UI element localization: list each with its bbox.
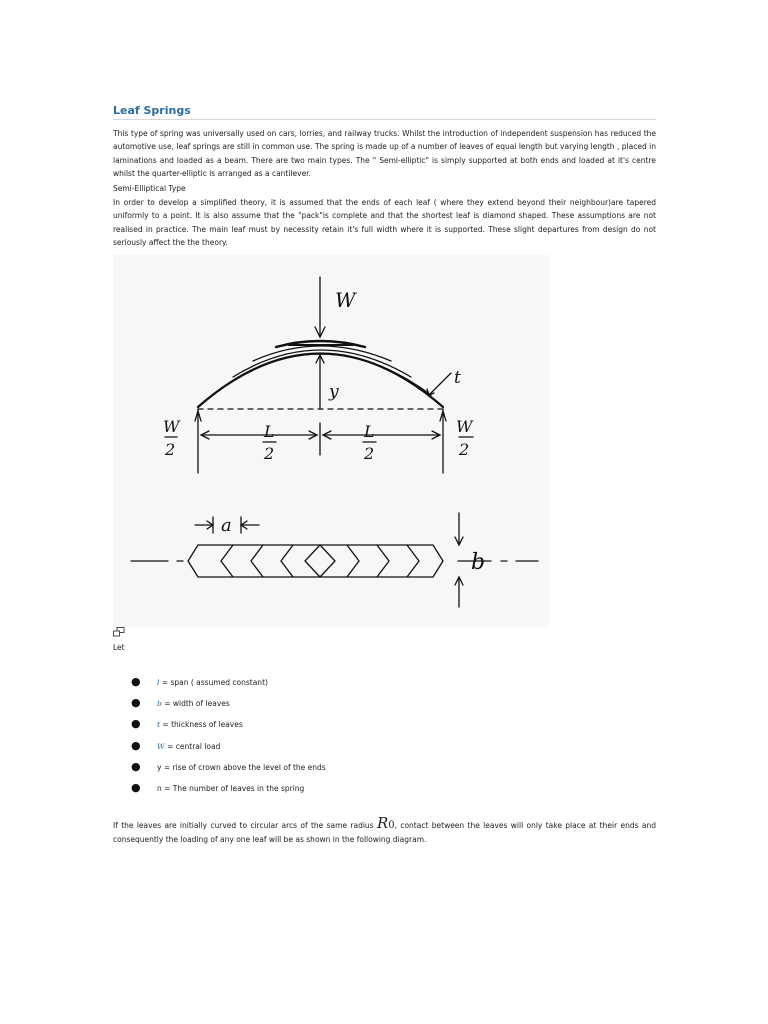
variable-symbol: b: [157, 699, 162, 709]
label-left-half-span-den: 2: [264, 444, 275, 463]
bullet-icon: ●: [131, 675, 141, 688]
chevron-3: [281, 545, 293, 577]
variable-symbol: t: [157, 720, 161, 730]
thickness-pointer: [429, 373, 451, 395]
variable-list: [131, 675, 326, 805]
label-right-half-span-den: 2: [364, 444, 375, 463]
chevron-1: [221, 545, 233, 577]
theory-paragraph: In order to develop a simplified theory, it is assumed that the ends of each leaf ( where they extend beyond their neighbour)are tapered uniformly to a point. It is also assume that the "pack"is complete and that the shortest leaf is diamond shaped. These assumptions are not realised in practice. The main leaf must by necessity retain it's full width where it is supported. These slight departures from design do not seriously affect the the theory.: [113, 198, 656, 248]
bullet-icon: ●: [131, 717, 141, 731]
label-thickness: t: [454, 368, 461, 388]
chevron-5: [377, 545, 389, 577]
section-subheading: Semi-Elliptical Type: [113, 184, 186, 193]
bullet-icon: ●: [131, 738, 141, 752]
label-overlap: a: [221, 515, 232, 536]
page-title: Leaf Springs: [113, 104, 191, 117]
diamond-leaf: [305, 545, 335, 577]
bullet-icon: ●: [131, 780, 141, 794]
variable-description: = span ( assumed constant): [159, 678, 268, 687]
intro-paragraph: This type of spring was universally used on cars, lorries, and railway trucks. Whilst the introduction of independent suspension has reduced the automotive use, leaf springs are still in common use. The spring is made up of a number of leaves of equal length but varying length , placed in laminations and loaded as a beam. There are two main types. The " Semi-elliptic" is simply supported at both ends and loaded at it's centre whilst the quarter-elliptic is arranged as a cantilever.: [113, 129, 656, 179]
variable-description: = central load: [164, 741, 221, 751]
radius-symbol: R: [376, 814, 389, 832]
list-item-thickness: [131, 717, 326, 741]
leaf-spring-diagram: [113, 255, 549, 627]
closing-text-after: , contact between the leaves will only take place at their ends and consequently the loading of any one leaf will be as shown in the following diagram.: [113, 821, 656, 844]
list-item-leaf-count: [131, 780, 326, 805]
variable-description: = width of leaves: [161, 699, 230, 709]
variable-description: y = rise of crown above the level of the ends: [157, 762, 326, 772]
label-width: b: [471, 550, 486, 575]
chevron-6: [407, 545, 419, 577]
list-item-width: [131, 696, 326, 720]
label-rise: y: [329, 382, 339, 402]
leaf-spring-sketch: [113, 255, 549, 627]
label-right-half-span-num: L: [364, 422, 375, 441]
chevron-4: [347, 545, 359, 577]
chevron-2: [251, 545, 263, 577]
list-item-rise: [131, 759, 326, 784]
label-left-half-span-num: L: [264, 422, 275, 441]
list-item-span: [131, 675, 326, 699]
radius-subscript: 0: [388, 820, 395, 831]
bullet-icon: ●: [131, 696, 141, 710]
broken-image-icon: [113, 627, 125, 637]
label-left-reaction-den: 2: [165, 440, 176, 459]
list-item-load: [131, 738, 326, 763]
label-right-reaction-den: 2: [459, 440, 470, 459]
let-label: Let: [113, 643, 125, 652]
variable-symbol: W: [157, 741, 165, 751]
label-left-reaction-num: W: [163, 417, 180, 436]
variable-description: n = The number of leaves in the spring: [157, 783, 305, 793]
bullet-icon: ●: [131, 759, 141, 773]
closing-paragraph: [113, 814, 656, 847]
variable-description: = thickness of leaves: [160, 720, 243, 730]
closing-text-before: If the leaves are initially curved to circular arcs of the same radius: [113, 821, 377, 830]
variable-symbol: l: [157, 678, 160, 687]
thickness-arrowhead: [427, 389, 434, 395]
title-divider: [113, 119, 656, 120]
label-right-reaction-num: W: [456, 417, 473, 436]
label-load: W: [335, 288, 356, 312]
